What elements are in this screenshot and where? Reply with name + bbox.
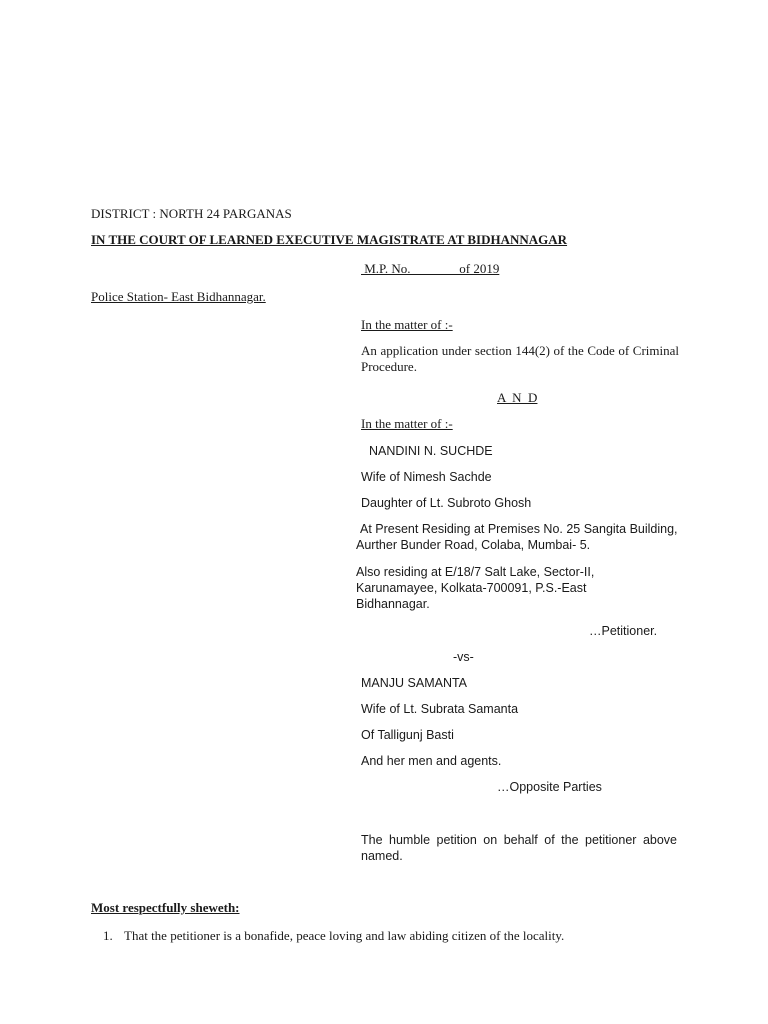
petitioner-daughter-of: Daughter of Lt. Subroto Ghosh xyxy=(361,496,532,510)
versus: -vs- xyxy=(453,650,474,664)
court-heading: IN THE COURT OF LEARNED EXECUTIVE MAGISTRATE AT BIDHANNAGAR xyxy=(91,232,568,247)
petitioner-role: …Petitioner. xyxy=(589,624,658,638)
matter-label-1: In the matter of :- xyxy=(361,317,453,332)
most-respectfully-heading: Most respectfully sheweth: xyxy=(91,900,240,915)
district-line: DISTRICT : NORTH 24 PARGANAS xyxy=(91,206,292,221)
petitioner-name: NANDINI N. SUCHDE xyxy=(369,444,493,458)
opposite-wife-of: Wife of Lt. Subrata Samanta xyxy=(361,702,519,716)
police-station: Police Station- East Bidhannagar. xyxy=(91,289,266,304)
opposite-role: …Opposite Parties xyxy=(497,780,602,794)
point-text: That the petitioner is a bonafide, peace loving and law abiding citizen of the locality. xyxy=(124,928,565,943)
opposite-name: MANJU SAMANTA xyxy=(361,676,468,690)
matter-label-2: In the matter of :- xyxy=(361,416,453,431)
petitioner-wife-of: Wife of Nimesh Sachde xyxy=(361,470,492,484)
petitioner-residence-1: At Present Residing at Premises No. 25 Sangita Building, Aurther Bunder Road, Colaba, Mumbai- 5. xyxy=(356,522,678,552)
opposite-agents: And her men and agents. xyxy=(361,754,502,768)
matter-text-1: An application under section 144(2) of the Code of Criminal Procedure. xyxy=(361,343,679,374)
point-number: 1. xyxy=(103,928,113,943)
petitioner-residence-2: Also residing at E/18/7 Salt Lake, Sector-II, Karunamayee, Kolkata-700091, P.S.-East Bidhannagar. xyxy=(356,565,595,611)
mp-number: M.P. No. of 2019 xyxy=(361,261,500,276)
opposite-of-place: Of Talligunj Basti xyxy=(361,728,454,742)
humble-petition: The humble petition on behalf of the petitioner above named. xyxy=(361,833,677,863)
and-label: A N D xyxy=(497,390,538,405)
